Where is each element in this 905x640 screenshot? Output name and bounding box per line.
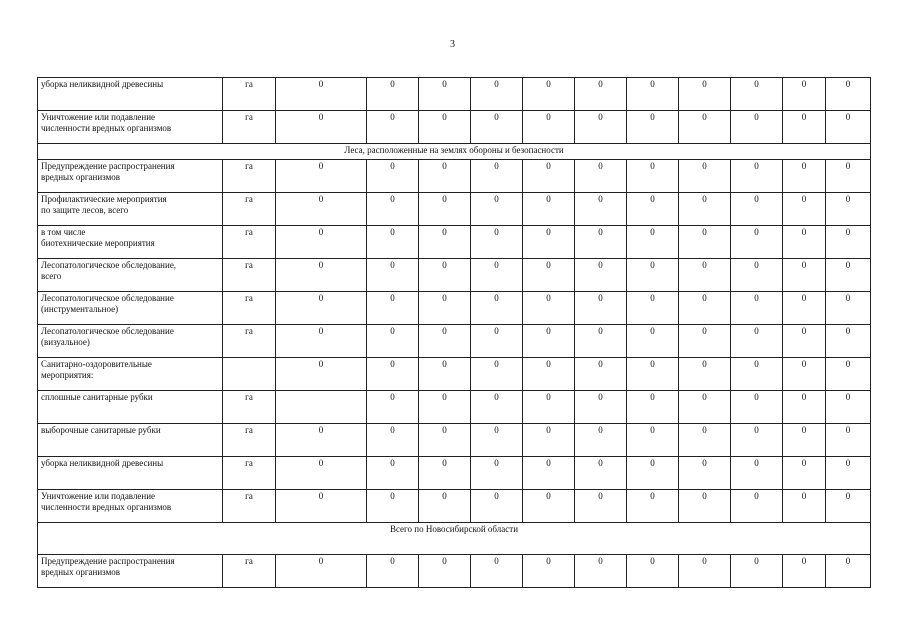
activity-name-line: Лесопатологическое обследование, bbox=[41, 260, 177, 270]
value-cell: 0 bbox=[731, 391, 783, 424]
value-cell: 0 bbox=[523, 424, 575, 457]
unit-cell: га bbox=[223, 391, 276, 424]
value-cell: 0 bbox=[679, 325, 731, 358]
value-cell: 0 bbox=[276, 325, 367, 358]
value-cell: 0 bbox=[523, 292, 575, 325]
activity-name-line: (визуальное) bbox=[41, 337, 90, 347]
table-row bbox=[38, 111, 871, 144]
value-cell: 0 bbox=[471, 424, 523, 457]
value-cell: 0 bbox=[826, 193, 871, 226]
value-cell: 0 bbox=[367, 358, 419, 391]
unit-cell: га bbox=[223, 160, 276, 193]
table-row bbox=[38, 160, 871, 193]
value-cell: 0 bbox=[731, 259, 783, 292]
unit-cell: га bbox=[223, 325, 276, 358]
value-cell: 0 bbox=[575, 160, 627, 193]
activity-name-cell bbox=[38, 78, 223, 111]
value-cell: 0 bbox=[419, 193, 471, 226]
table-row bbox=[38, 555, 871, 588]
value-cell: 0 bbox=[419, 226, 471, 259]
value-cell: 0 bbox=[523, 391, 575, 424]
activity-name-cell bbox=[38, 226, 223, 259]
value-cell: 0 bbox=[679, 259, 731, 292]
value-cell: 0 bbox=[783, 555, 826, 588]
value-cell: 0 bbox=[731, 111, 783, 144]
unit-cell: га bbox=[223, 490, 276, 523]
section-header-row bbox=[38, 144, 871, 160]
activity-name-line: Уничтожение или подавление bbox=[41, 112, 156, 122]
value-cell: 0 bbox=[276, 457, 367, 490]
value-cell: 0 bbox=[471, 457, 523, 490]
value-cell: 0 bbox=[523, 160, 575, 193]
value-cell: 0 bbox=[523, 325, 575, 358]
value-cell: 0 bbox=[679, 111, 731, 144]
value-cell: 0 bbox=[731, 160, 783, 193]
value-cell: 0 bbox=[575, 226, 627, 259]
value-cell: 0 bbox=[471, 358, 523, 391]
activity-name-line: Санитарно-оздоровительные bbox=[41, 359, 152, 369]
value-cell: 0 bbox=[575, 111, 627, 144]
value-cell: 0 bbox=[575, 424, 627, 457]
value-cell: 0 bbox=[471, 259, 523, 292]
table-row bbox=[38, 490, 871, 523]
value-cell: 0 bbox=[523, 555, 575, 588]
value-cell: 0 bbox=[731, 292, 783, 325]
unit-cell: га bbox=[223, 193, 276, 226]
value-cell: 0 bbox=[367, 555, 419, 588]
value-cell: 0 bbox=[419, 490, 471, 523]
value-cell: 0 bbox=[627, 78, 679, 111]
value-cell: 0 bbox=[627, 555, 679, 588]
value-cell: 0 bbox=[627, 391, 679, 424]
value-cell: 0 bbox=[783, 193, 826, 226]
value-cell: 0 bbox=[826, 457, 871, 490]
page-number: 3 bbox=[450, 39, 455, 50]
value-cell: 0 bbox=[826, 78, 871, 111]
value-cell: 0 bbox=[276, 358, 367, 391]
value-cell bbox=[276, 391, 367, 424]
value-cell: 0 bbox=[627, 424, 679, 457]
value-cell: 0 bbox=[575, 193, 627, 226]
value-cell: 0 bbox=[783, 226, 826, 259]
value-cell: 0 bbox=[575, 457, 627, 490]
value-cell: 0 bbox=[367, 457, 419, 490]
value-cell: 0 bbox=[679, 555, 731, 588]
value-cell: 0 bbox=[826, 111, 871, 144]
value-cell: 0 bbox=[367, 490, 419, 523]
activity-name-cell bbox=[38, 292, 223, 325]
value-cell: 0 bbox=[679, 160, 731, 193]
value-cell: 0 bbox=[575, 292, 627, 325]
activity-name-line: уборка неликвидной древесины bbox=[41, 458, 164, 468]
table-row bbox=[38, 424, 871, 457]
unit-cell: га bbox=[223, 457, 276, 490]
unit-cell bbox=[223, 358, 276, 391]
activity-name-cell bbox=[38, 160, 223, 193]
value-cell: 0 bbox=[471, 292, 523, 325]
value-cell: 0 bbox=[471, 325, 523, 358]
table-row bbox=[38, 193, 871, 226]
activity-name-line: вредных организмов bbox=[41, 172, 121, 182]
value-cell: 0 bbox=[276, 226, 367, 259]
value-cell: 0 bbox=[419, 78, 471, 111]
value-cell: 0 bbox=[679, 490, 731, 523]
value-cell: 0 bbox=[471, 391, 523, 424]
value-cell: 0 bbox=[419, 292, 471, 325]
value-cell: 0 bbox=[575, 259, 627, 292]
activity-name-line: Профилактические мероприятия bbox=[41, 194, 167, 204]
value-cell: 0 bbox=[367, 193, 419, 226]
value-cell: 0 bbox=[731, 424, 783, 457]
value-cell: 0 bbox=[826, 292, 871, 325]
activity-name-line: численности вредных организмов bbox=[41, 502, 172, 512]
value-cell: 0 bbox=[783, 160, 826, 193]
value-cell: 0 bbox=[523, 226, 575, 259]
table-row bbox=[38, 325, 871, 358]
value-cell: 0 bbox=[679, 226, 731, 259]
value-cell: 0 bbox=[367, 391, 419, 424]
activity-name-line: по защите лесов, всего bbox=[41, 205, 129, 215]
value-cell: 0 bbox=[783, 424, 826, 457]
value-cell: 0 bbox=[679, 391, 731, 424]
value-cell: 0 bbox=[627, 292, 679, 325]
section-title: Всего по Новосибирской области bbox=[38, 523, 871, 555]
value-cell: 0 bbox=[731, 325, 783, 358]
activity-name-line: всего bbox=[41, 271, 62, 281]
unit-cell: га bbox=[223, 111, 276, 144]
activity-name-cell bbox=[38, 391, 223, 424]
section-header-row bbox=[38, 523, 871, 555]
value-cell: 0 bbox=[783, 490, 826, 523]
value-cell: 0 bbox=[679, 424, 731, 457]
value-cell: 0 bbox=[471, 78, 523, 111]
value-cell: 0 bbox=[679, 358, 731, 391]
value-cell: 0 bbox=[627, 160, 679, 193]
value-cell: 0 bbox=[575, 78, 627, 111]
value-cell: 0 bbox=[523, 193, 575, 226]
value-cell: 0 bbox=[276, 111, 367, 144]
value-cell: 0 bbox=[276, 292, 367, 325]
value-cell: 0 bbox=[826, 325, 871, 358]
value-cell: 0 bbox=[419, 325, 471, 358]
value-cell: 0 bbox=[471, 193, 523, 226]
value-cell: 0 bbox=[471, 111, 523, 144]
value-cell: 0 bbox=[783, 111, 826, 144]
value-cell: 0 bbox=[679, 78, 731, 111]
activity-name-line: мероприятия: bbox=[41, 370, 94, 380]
value-cell: 0 bbox=[276, 424, 367, 457]
value-cell: 0 bbox=[783, 78, 826, 111]
value-cell: 0 bbox=[276, 259, 367, 292]
value-cell: 0 bbox=[367, 259, 419, 292]
activity-name-line: (инструментальное) bbox=[41, 304, 119, 314]
value-cell: 0 bbox=[627, 111, 679, 144]
value-cell: 0 bbox=[575, 555, 627, 588]
activity-name-cell bbox=[38, 111, 223, 144]
value-cell: 0 bbox=[276, 490, 367, 523]
value-cell: 0 bbox=[826, 490, 871, 523]
activity-name-cell bbox=[38, 358, 223, 391]
value-cell: 0 bbox=[783, 325, 826, 358]
section-title: Леса, расположенные на землях обороны и безопасности bbox=[38, 144, 871, 160]
activity-name-line: сплошные санитарные рубки bbox=[41, 392, 153, 402]
value-cell: 0 bbox=[523, 111, 575, 144]
value-cell: 0 bbox=[627, 193, 679, 226]
value-cell: 0 bbox=[826, 358, 871, 391]
value-cell: 0 bbox=[276, 555, 367, 588]
value-cell: 0 bbox=[276, 78, 367, 111]
activity-name-cell bbox=[38, 325, 223, 358]
value-cell: 0 bbox=[419, 555, 471, 588]
value-cell: 0 bbox=[783, 391, 826, 424]
table-row bbox=[38, 78, 871, 111]
value-cell: 0 bbox=[419, 457, 471, 490]
value-cell: 0 bbox=[419, 160, 471, 193]
forest-protection-table bbox=[37, 77, 871, 588]
value-cell: 0 bbox=[627, 226, 679, 259]
value-cell: 0 bbox=[826, 555, 871, 588]
value-cell: 0 bbox=[471, 160, 523, 193]
activity-name-line: Предупреждение распространения bbox=[41, 161, 175, 171]
unit-cell: га bbox=[223, 259, 276, 292]
activity-name-line: Уничтожение или подавление bbox=[41, 491, 156, 501]
activity-name-cell bbox=[38, 457, 223, 490]
activity-name-line: вредных организмов bbox=[41, 567, 121, 577]
value-cell: 0 bbox=[731, 457, 783, 490]
unit-cell: га bbox=[223, 226, 276, 259]
activity-name-line: уборка неликвидной древесины bbox=[41, 79, 164, 89]
value-cell: 0 bbox=[627, 259, 679, 292]
value-cell: 0 bbox=[731, 226, 783, 259]
value-cell: 0 bbox=[627, 325, 679, 358]
value-cell: 0 bbox=[367, 325, 419, 358]
value-cell: 0 bbox=[367, 111, 419, 144]
table-row bbox=[38, 259, 871, 292]
activity-name-cell bbox=[38, 490, 223, 523]
activity-name-line: Предупреждение распространения bbox=[41, 556, 175, 566]
value-cell: 0 bbox=[627, 490, 679, 523]
value-cell: 0 bbox=[679, 457, 731, 490]
value-cell: 0 bbox=[471, 490, 523, 523]
activity-name-line: биотехнические мероприятия bbox=[41, 238, 155, 248]
value-cell: 0 bbox=[471, 555, 523, 588]
activity-name-line: выборочные санитарные рубки bbox=[41, 425, 161, 435]
activity-name-line: Лесопатологическое обследование bbox=[41, 326, 174, 336]
table-row bbox=[38, 226, 871, 259]
value-cell: 0 bbox=[731, 555, 783, 588]
value-cell: 0 bbox=[419, 424, 471, 457]
activity-name-cell bbox=[38, 193, 223, 226]
value-cell: 0 bbox=[419, 111, 471, 144]
value-cell: 0 bbox=[575, 391, 627, 424]
value-cell: 0 bbox=[826, 424, 871, 457]
value-cell: 0 bbox=[419, 259, 471, 292]
value-cell: 0 bbox=[826, 226, 871, 259]
activity-name-cell bbox=[38, 424, 223, 457]
value-cell: 0 bbox=[276, 193, 367, 226]
value-cell: 0 bbox=[679, 193, 731, 226]
value-cell: 0 bbox=[783, 457, 826, 490]
value-cell: 0 bbox=[731, 78, 783, 111]
value-cell: 0 bbox=[783, 358, 826, 391]
table-row bbox=[38, 358, 871, 391]
value-cell: 0 bbox=[419, 358, 471, 391]
value-cell: 0 bbox=[731, 358, 783, 391]
activity-name-line: в том числе bbox=[41, 227, 86, 237]
value-cell: 0 bbox=[276, 160, 367, 193]
value-cell: 0 bbox=[627, 358, 679, 391]
value-cell: 0 bbox=[826, 160, 871, 193]
value-cell: 0 bbox=[367, 160, 419, 193]
value-cell: 0 bbox=[523, 457, 575, 490]
value-cell: 0 bbox=[419, 391, 471, 424]
table-row bbox=[38, 292, 871, 325]
value-cell: 0 bbox=[575, 325, 627, 358]
value-cell: 0 bbox=[575, 490, 627, 523]
value-cell: 0 bbox=[367, 292, 419, 325]
value-cell: 0 bbox=[679, 292, 731, 325]
unit-cell: га bbox=[223, 292, 276, 325]
value-cell: 0 bbox=[367, 226, 419, 259]
value-cell: 0 bbox=[523, 259, 575, 292]
value-cell: 0 bbox=[523, 490, 575, 523]
value-cell: 0 bbox=[523, 78, 575, 111]
value-cell: 0 bbox=[731, 193, 783, 226]
activity-name-line: Лесопатологическое обследование bbox=[41, 293, 174, 303]
value-cell: 0 bbox=[523, 358, 575, 391]
table-row bbox=[38, 457, 871, 490]
table-row bbox=[38, 391, 871, 424]
value-cell: 0 bbox=[826, 259, 871, 292]
value-cell: 0 bbox=[783, 292, 826, 325]
value-cell: 0 bbox=[826, 391, 871, 424]
unit-cell: га bbox=[223, 78, 276, 111]
value-cell: 0 bbox=[731, 490, 783, 523]
value-cell: 0 bbox=[367, 78, 419, 111]
activity-name-cell bbox=[38, 555, 223, 588]
activity-name-line: численности вредных организмов bbox=[41, 123, 172, 133]
value-cell: 0 bbox=[575, 358, 627, 391]
value-cell: 0 bbox=[471, 226, 523, 259]
value-cell: 0 bbox=[627, 457, 679, 490]
value-cell: 0 bbox=[367, 424, 419, 457]
unit-cell: га bbox=[223, 424, 276, 457]
value-cell: 0 bbox=[783, 259, 826, 292]
activity-name-cell bbox=[38, 259, 223, 292]
unit-cell: га bbox=[223, 555, 276, 588]
